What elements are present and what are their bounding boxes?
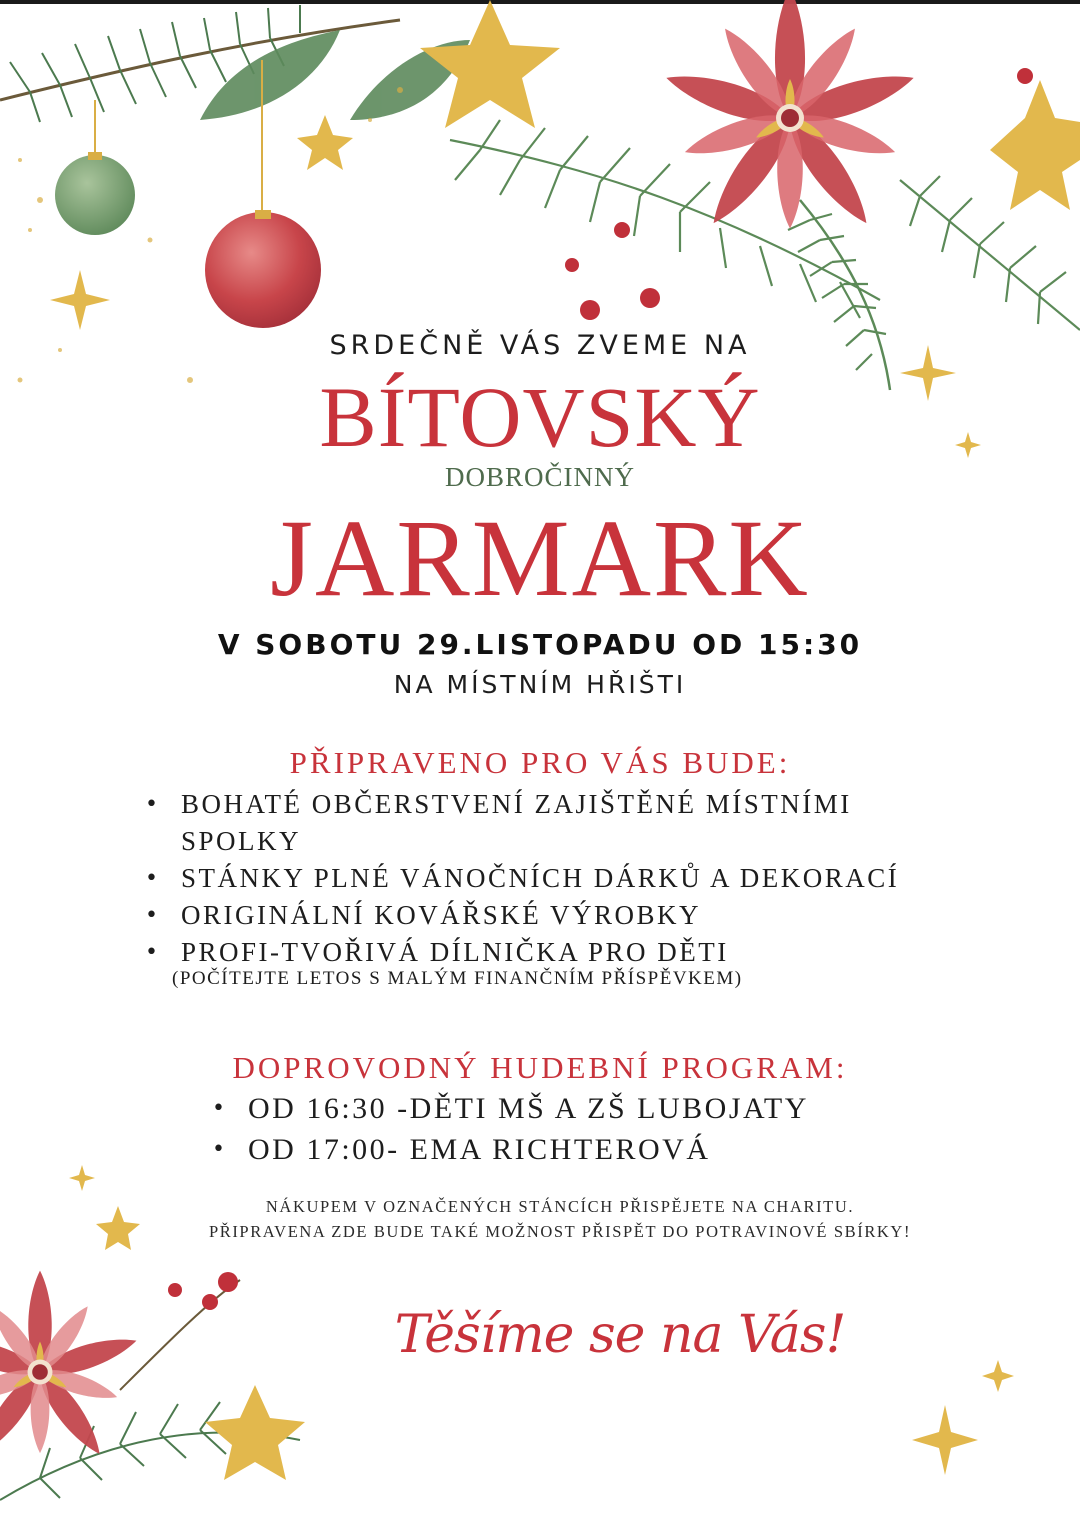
list-item: • PROFI-TVOŘIVÁ DÍLNIČKA PRO DĚTI [145, 934, 945, 971]
food-collection-note: PŘIPRAVENA ZDE BUDE TAKÉ MOŽNOST PŘISPĚT DO POTRAVINOVÉ SBÍRKY! [208, 1222, 912, 1241]
subtitle-dobrocinny: DOBROČINNÝ [444, 462, 635, 492]
music-list [212, 1088, 972, 1170]
title-jarmark: JARMARK [270, 497, 810, 619]
music-heading: DOPROVODNÝ HUDEBNÍ PROGRAM: [232, 1050, 848, 1085]
list-item: • ORIGINÁLNÍ KOVÁŘSKÉ VÝROBKY [145, 897, 945, 934]
ornament-icon [55, 155, 135, 235]
poinsettia-icon [0, 1271, 140, 1461]
prepared-heading: PŘIPRAVENO PRO VÁS BUDE: [289, 745, 791, 780]
fee-note: (POČÍTEJTE LETOS S MALÝM FINANČNÍM PŘÍSPĚVKEM) [172, 968, 743, 989]
list-item: • OD 17:00- EMA RICHTEROVÁ [212, 1129, 972, 1170]
closing-greeting: Těšíme se na Vás! [394, 1305, 846, 1365]
list-item: • BOHATÉ OBČERSTVENÍ ZAJIŠTĚNÉ MÍSTNÍMI SPOLKY [145, 786, 945, 860]
poinsettia-icon [662, 0, 919, 232]
event-place: NA MÍSTNÍM HŘIŠTI [393, 670, 687, 699]
invite-line: SRDEČNĚ VÁS ZVEME NA [329, 330, 751, 361]
pine-branch-icon [0, 5, 400, 122]
list-item: • STÁNKY PLNÉ VÁNOČNÍCH DÁRKŮ A DEKORACÍ [145, 860, 945, 897]
charity-note: NÁKUPEM V OZNAČENÝCH STÁNCÍCH PŘISPĚJETE NA CHARITU. [265, 1197, 855, 1216]
prepared-list [145, 786, 945, 971]
ornament-icon [205, 212, 321, 328]
event-date: V SOBOTU 29.LISTOPADU OD 15:30 [217, 628, 863, 661]
berry-icon [168, 1272, 238, 1310]
list-item: • OD 16:30 -DĚTI MŠ A ZŠ LUBOJATY [212, 1088, 972, 1129]
title-bitovsky: BÍTOVSKÝ [319, 369, 761, 465]
